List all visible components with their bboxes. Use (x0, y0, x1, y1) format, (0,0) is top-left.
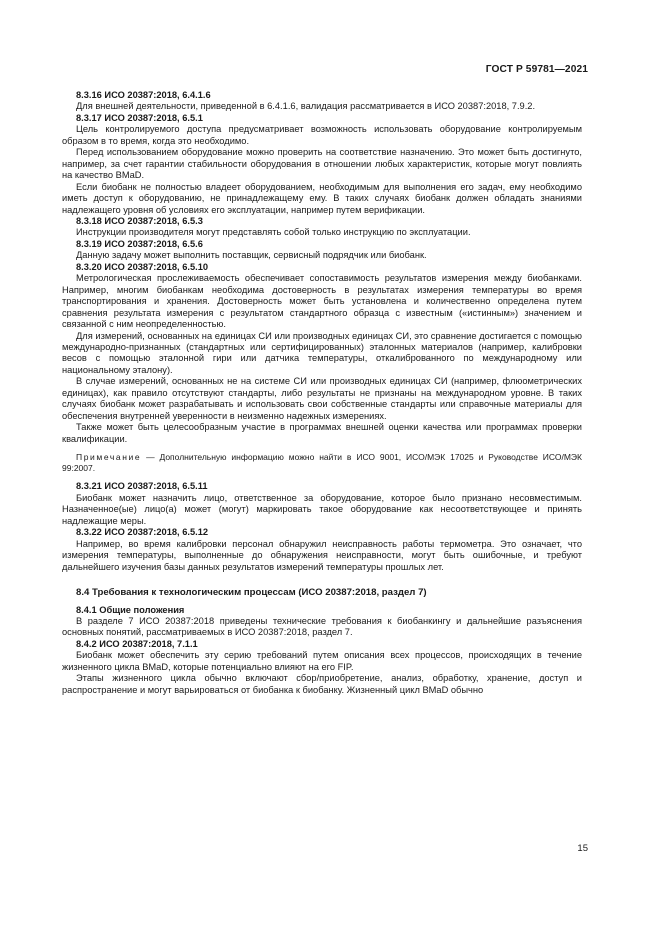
paragraph: Перед использованием оборудование можно проверить на соответствие назначению. Это может быть достигнуто, например, за счет гарантии стабильности оборудования в отношении любых характеристик, которые могут повлиять на качество BMaD. (62, 147, 582, 181)
clause-reference: 8.3.16 ИСО 20387:2018, 6.4.1.6 (76, 90, 211, 100)
paragraph: В разделе 7 ИСО 20387:2018 приведены технические требования к биобанкингу и дальнейшие разъяснения основных понятий, рассматриваемых в ИСО 20387:2018, раздел 7. (62, 615, 582, 638)
paragraph: Этапы жизненного цикла обычно включают сбор/приобретение, анализ, обработку, хранение, доступ и распространение и могут варьироваться от биобанка к биобанку. Жизненный цикл BMaD обычно (62, 673, 582, 695)
clause-reference: 8.4.1 Общие положения (76, 604, 185, 615)
clause-reference: 8.3.21 ИСО 20387:2018, 6.5.11 (76, 481, 208, 492)
paragraph: Если биобанк не полностью владеет оборудованием, необходимым для выполнения его задач, ему необходимо иметь доступ к оборудованию, не принадлежащему ему. В таких случаях биобанк должен обладать знаниями надлежащего уровня об условиях его эксплуатации, например путем верификации. (62, 181, 582, 215)
paragraph: Инструкции производителя могут представлять собой только инструкцию по эксплуатации. (76, 227, 471, 238)
clause-reference: 8.3.20 ИСО 20387:2018, 6.5.10 (76, 261, 209, 272)
clause-reference: 8.3.19 ИСО 20387:2018, 6.5.6 (76, 238, 203, 249)
clause-reference: 8.3.17 ИСО 20387:2018, 6.5.1 (76, 112, 203, 123)
clause-reference: 8.4.2 ИСО 20387:2018, 7.1.1 (76, 638, 198, 649)
paragraph: Данную задачу может выполнить поставщик, сервисный подрядчик или биобанк. (76, 250, 427, 261)
paragraph: Цель контролируемого доступа предусматривает возможность использовать оборудование контролируемым образом в то время, когда это необходимо. (62, 124, 582, 146)
paragraph: Биобанк может назначить лицо, ответственное за оборудование, которое было признано несовместимым. Назначенное(ые) лицо(а) может (могут) маркировать такое оборудование как несоответствующее и принять надлежащие меры. (62, 492, 582, 526)
note (62, 452, 582, 474)
paragraph: Биобанк может обеспечить эту серию требований путем описания всех процессов, происходящих в течение жизненного цикла BMaD, которые потенциально влияют на его FIP. (62, 650, 582, 672)
clause-reference: 8.3.22 ИСО 20387:2018, 6.5.12 (76, 527, 209, 538)
note-text: — Дополнительную информацию можно найти в ИСО 9001, ИСО/МЭК 17025 и Руководстве ИСО/МЭК 99:2007. (62, 452, 582, 474)
page-number: 15 (577, 843, 588, 854)
clause-reference: 8.3.18 ИСО 20387:2018, 6.5.3 (76, 215, 203, 226)
document-body (62, 90, 582, 696)
paragraph: В случае измерений, основанных не на системе СИ или производных единицах СИ (например, флюометрических единицах), как правило отсутствуют стандарты, либо результаты не признаны на международном уровне. В таких случаях биобанк может разрабатывать и использовать свои собственные стандарты или справочные материалы для обеспечения внутренней уверенности в неизменно надежных измерениях. (62, 376, 582, 421)
note-label: Примечание (76, 452, 142, 463)
paragraph: Для внешней деятельности, приведенной в 6.4.1.6, валидация рассматривается в ИСО 20387:2018, 7.9.2. (76, 101, 536, 112)
paragraph: Метрологическая прослеживаемость обеспечивает сопоставимость результатов измерения между биобанками. Например, многим биобанкам необходима достоверность в результатах измерения температуры во время транспортирования и хранения. Достоверность может быть установлена и количественно определена путем сравнения результата измерения с результатом стандартного образца с известным («истинным») значением и связанной с ним неопределенностью. (62, 273, 582, 330)
document-id-header: ГОСТ Р 59781—2021 (485, 64, 588, 75)
paragraph: Также может быть целесообразным участие в программах внешней оценки качества или программах проверки квалификации. (62, 422, 582, 444)
paragraph: Например, во время калибровки персонал обнаружил неисправность работы термометра. Это означает, что измерения температуры, выполненные до обнаружения неисправности, могут быть ошибочные, и требуют дальнейшего изучения базы данных результатов измерений температуры прошлых лет. (62, 538, 582, 572)
section-heading: 8.4 Требования к технологическим процессам (ИСО 20387:2018, раздел 7) (76, 587, 427, 599)
paragraph: Для измерений, основанных на единицах СИ или производных единицах СИ, это сравнение достигается с помощью международно-признанных (стандартных или сертифицированных) эталонных материалов (например, калибровки весов с помощью эталонной гири или датчика температуры, откалиброванного по международному или национальному эталону). (62, 330, 582, 375)
